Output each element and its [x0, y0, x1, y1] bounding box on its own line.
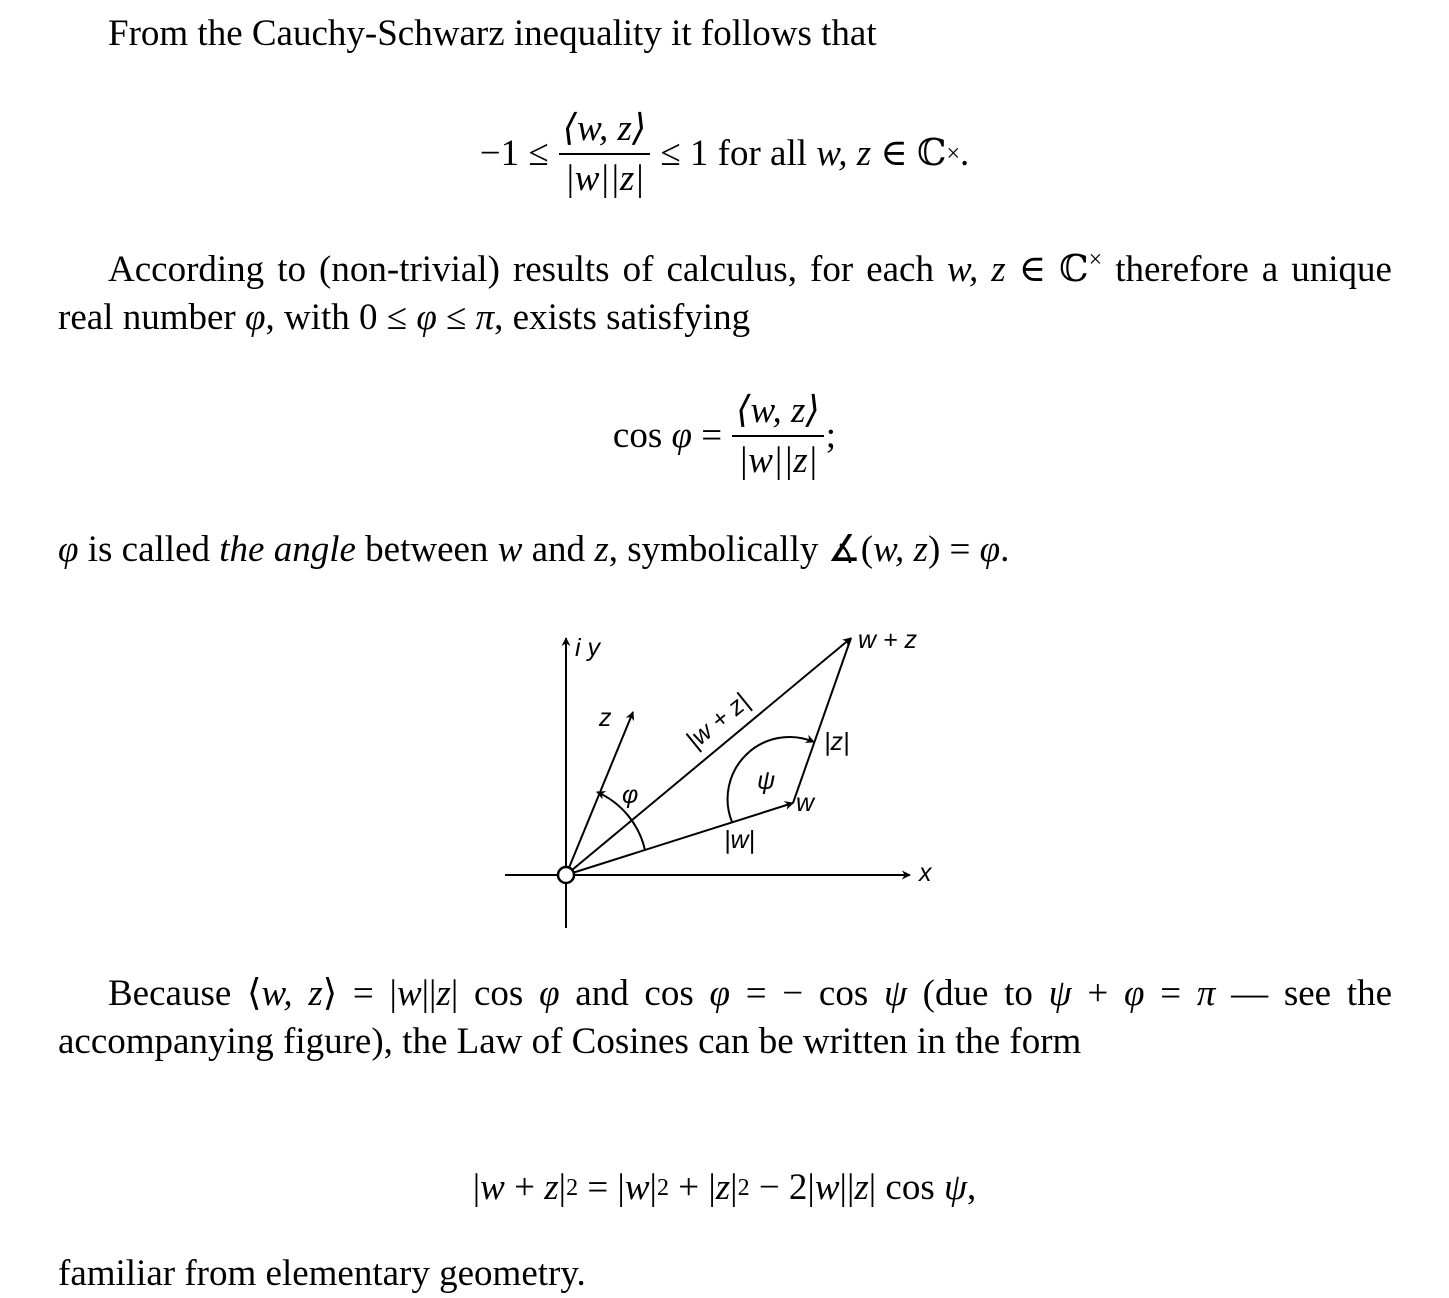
- label-abs-z: |z|: [824, 728, 850, 756]
- eq1-right-in: ∈ ℂ: [871, 133, 947, 174]
- p4-text-4: | cos: [450, 973, 540, 1014]
- eq3-t5: |: [649, 1167, 657, 1208]
- label-phi: φ: [622, 781, 639, 809]
- p2-superscript: ×: [1088, 247, 1103, 273]
- p4-var-psi-2: ψ: [1048, 973, 1072, 1014]
- eq1-right-vars: w, z: [816, 133, 872, 174]
- p4-var-phi-3: φ: [1123, 973, 1145, 1014]
- p2-text-4: , with 0 ≤: [265, 297, 417, 338]
- p4-text-2: ⟩ = |: [322, 973, 397, 1014]
- eq3-t4: = |: [578, 1167, 625, 1208]
- p2-text-6: , exists satisfying: [494, 297, 751, 338]
- eq3-var-z-2: z: [715, 1167, 731, 1208]
- label-x: x: [919, 859, 932, 887]
- eq3-t3: |: [558, 1167, 567, 1208]
- paragraph-cauchy-schwarz: From the Cauchy-Schwarz inequality it follows that: [108, 13, 877, 54]
- p2-text-3: therefore a unique real number: [58, 249, 1392, 338]
- eq3-var-w-2: w: [624, 1167, 650, 1208]
- eq3-t9: ||: [839, 1167, 855, 1208]
- p3-var-phi-2: φ: [979, 529, 1001, 570]
- eq3-var-z: z: [544, 1167, 559, 1208]
- eq2-var-phi: φ: [671, 415, 692, 456]
- label-w: w: [796, 789, 815, 817]
- equation-cosine-definition: [0, 386, 1449, 486]
- eq1-fraction: [559, 107, 651, 201]
- p4-text-1: Because ⟨: [108, 973, 262, 1014]
- p4-text-5: and cos: [559, 973, 710, 1014]
- eq3-var-w: w: [480, 1167, 505, 1208]
- p4-var-psi: ψ: [883, 973, 907, 1014]
- eq1-numerator: ⟨w, z⟩: [559, 107, 651, 155]
- label-abs-w-plus-z: |w + z|: [681, 687, 755, 755]
- p4-var-phi-2: φ: [709, 973, 730, 1014]
- eq2-semicolon: ;: [825, 415, 837, 456]
- p4-text-8: +: [1071, 973, 1124, 1014]
- eq3-t10: | cos: [868, 1167, 944, 1208]
- eq3-t2: +: [504, 1167, 545, 1208]
- p4-text-9: =: [1144, 973, 1197, 1014]
- eq3-var-z-3: z: [854, 1167, 869, 1208]
- p4-text-10: — see the accompanying figure), the Law of Cosines can be written in the form: [58, 973, 1392, 1062]
- eq1-denominator: |w||z|: [564, 158, 645, 199]
- label-abs-w: |w|: [724, 826, 756, 854]
- p2-var-phi: φ: [244, 297, 266, 338]
- p4-var-pi: π: [1196, 973, 1216, 1014]
- eq2-denominator: |w||z|: [738, 440, 818, 481]
- p3-var-w: w: [497, 529, 523, 570]
- eq1-left: −1 ≤: [479, 133, 549, 174]
- eq3-t11: ,: [966, 1167, 977, 1208]
- p3-var-z: z: [594, 529, 609, 570]
- paragraph-law-of-cosines: [58, 970, 1392, 1066]
- paragraph-calculus: [58, 246, 1392, 342]
- eq1-right-end: .: [960, 133, 970, 174]
- p2-var-pi: π: [475, 297, 495, 338]
- p2-var-phi-2: φ: [416, 297, 437, 338]
- p4-var-phi: φ: [539, 973, 560, 1014]
- p3-var-phi: φ: [58, 529, 79, 570]
- p4-text-7: (due to: [906, 973, 1049, 1014]
- eq3-t8: − 2|: [749, 1167, 815, 1208]
- p2-var-wz: w, z: [947, 249, 1006, 290]
- eq2-equals: =: [691, 415, 723, 456]
- paragraph-closing: familiar from elementary geometry.: [58, 1253, 586, 1294]
- eq3-t6: + |: [668, 1167, 716, 1208]
- eq2-fraction: [732, 389, 824, 483]
- p3-text-6: .: [1000, 529, 1010, 570]
- p3-text-4: , symbolically ∡(: [608, 529, 874, 570]
- p4-text-6: = − cos: [729, 973, 884, 1014]
- equation-law-of-cosines: | w + z | 2 = | w | 2 + | z | 2 − 2| w || z | cos ψ ,: [0, 1160, 1449, 1216]
- eq1-right-le: ≤ 1 for all: [660, 133, 817, 174]
- eq2-cos: cos: [612, 415, 672, 456]
- p3-text-2: between: [355, 529, 498, 570]
- origin-point: [558, 867, 574, 883]
- p4-var-w: w: [396, 973, 422, 1014]
- p4-var-wz: w, z: [261, 973, 323, 1014]
- paragraph-angle-definition: [58, 526, 1392, 574]
- label-z: z: [599, 704, 612, 732]
- label-w-plus-z: w + z: [858, 626, 918, 654]
- p2-text-2: ∈ ℂ: [1005, 249, 1089, 290]
- vector-w-plus-z: [566, 638, 851, 875]
- label-iy: i y: [575, 634, 600, 662]
- eq3-t7: |: [730, 1167, 738, 1208]
- eq2-numerator: ⟨w, z⟩: [732, 389, 824, 437]
- vector-addition-figure: [495, 618, 955, 938]
- p3-text-3: and: [522, 529, 595, 570]
- p4-var-z: z: [436, 973, 451, 1014]
- vector-w: [566, 803, 793, 875]
- label-psi: ψ: [757, 767, 776, 795]
- p4-text-3: ||: [421, 973, 437, 1014]
- p3-var-wz: w, z: [873, 529, 928, 570]
- p2-text-1: According to (non-trivial) results of calculus, for each: [108, 249, 948, 290]
- eq3-t1: |: [472, 1167, 481, 1208]
- p3-emphasis: the angle: [219, 529, 356, 570]
- equation-inequality: −1 ≤ $\frac{⟨w, z⟩}{|w||z|}$ ≤ 1 for all w, z ∈ ℂ × .: [479, 108, 970, 199]
- p3-text-5: ) =: [927, 529, 980, 570]
- p2-text-5: ≤: [436, 297, 476, 338]
- eq3-var-psi: ψ: [944, 1167, 967, 1208]
- eq3-var-w-3: w: [814, 1167, 840, 1208]
- p3-text-1: is called: [78, 529, 220, 570]
